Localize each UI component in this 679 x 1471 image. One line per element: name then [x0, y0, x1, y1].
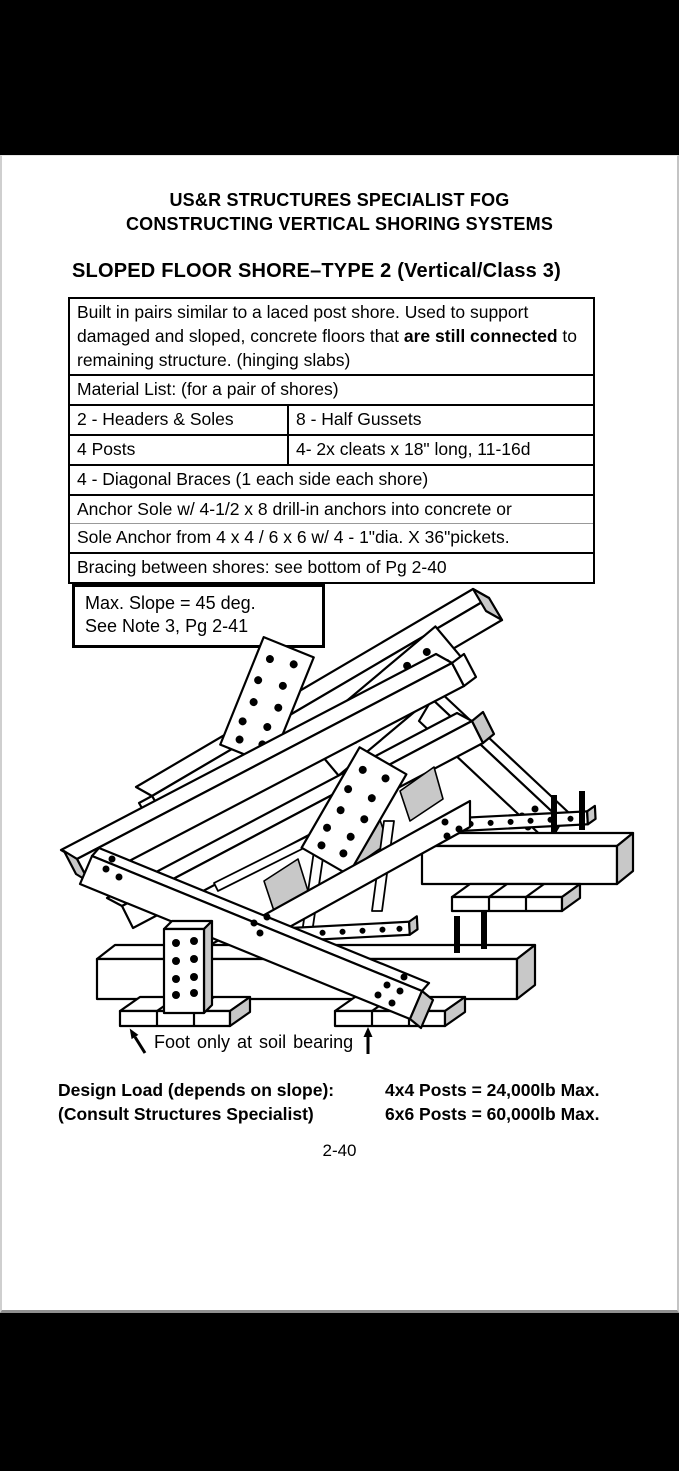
material-list-header: Material List: (for a pair of shores) [69, 375, 594, 405]
table-row-material-list [69, 375, 594, 405]
note-line1: Max. Slope = 45 deg. [85, 593, 256, 613]
cell-headers-soles: 2 - Headers & Soles [69, 405, 288, 435]
cell-diagonal-braces: 4 - Diagonal Braces (1 each side each shore) [69, 465, 594, 495]
cell-half-gussets: 8 - Half Gussets [288, 405, 594, 435]
cell-bracing: Bracing between shores: see bottom of Pg 2-40 [69, 553, 594, 583]
table-row [69, 495, 594, 524]
up-left-arrow-icon [129, 1026, 149, 1056]
figure-caption-text: Foot only at soil bearing [154, 1032, 354, 1052]
left-gusset-post [164, 921, 212, 1013]
table-row [69, 405, 594, 435]
rear-sole-beam [422, 833, 633, 884]
cell-anchor-line1: Anchor Sole w/ 4-1/2 x 8 drill-in anchors into concrete or [69, 495, 594, 524]
table-row [69, 435, 594, 465]
table-row [69, 553, 594, 583]
cell-anchor-line2: Sole Anchor from 4 x 4 / 6 x 6 w/ 4 - 1"dia. X 36"pickets. [69, 524, 594, 553]
cell-cleats: 4- 2x cleats x 18" long, 11-16d [288, 435, 594, 465]
description-part1: Built in pairs similar to a laced post shore. Used to support damaged and sloped, concrete floors that [77, 302, 529, 346]
description-part2: to remaining structure. (hinging slabs) [77, 325, 578, 370]
design-load-value2: 6x6 Posts = 60,000lb Max. [385, 1104, 600, 1125]
header-line1: US&R STRUCTURES SPECIALIST FOG [169, 190, 510, 210]
shore-illustration [2, 581, 679, 1051]
rear-footing-pads [452, 884, 580, 911]
description-bold: are still connected [403, 325, 558, 346]
design-load-line2 [58, 1102, 633, 1126]
header-line2: CONSTRUCTING VERTICAL SHORING SYSTEMS [125, 213, 554, 234]
page-number: 2-40 [322, 1141, 357, 1160]
document-header [2, 189, 677, 237]
design-load-line1 [58, 1078, 633, 1102]
cell-posts: 4 Posts [69, 435, 288, 465]
design-load-note [58, 1078, 633, 1126]
figure-caption [129, 1026, 378, 1056]
design-load-label2: (Consult Structures Specialist) [58, 1104, 314, 1125]
shore-spec-table [68, 297, 595, 584]
note-line2: See Note 3, Pg 2-41 [85, 616, 249, 637]
page-title: SLOPED FLOOR SHORE–TYPE 2 (Vertical/Class 3) [72, 260, 561, 282]
table-row [69, 465, 594, 495]
table-row-description [69, 298, 594, 375]
table-row [69, 524, 594, 553]
design-load-label1: Design Load (depends on slope): [58, 1080, 335, 1100]
design-load-value1: 4x4 Posts = 24,000lb Max. [385, 1080, 600, 1100]
document-page [0, 155, 679, 1313]
up-arrow-icon [358, 1026, 378, 1056]
